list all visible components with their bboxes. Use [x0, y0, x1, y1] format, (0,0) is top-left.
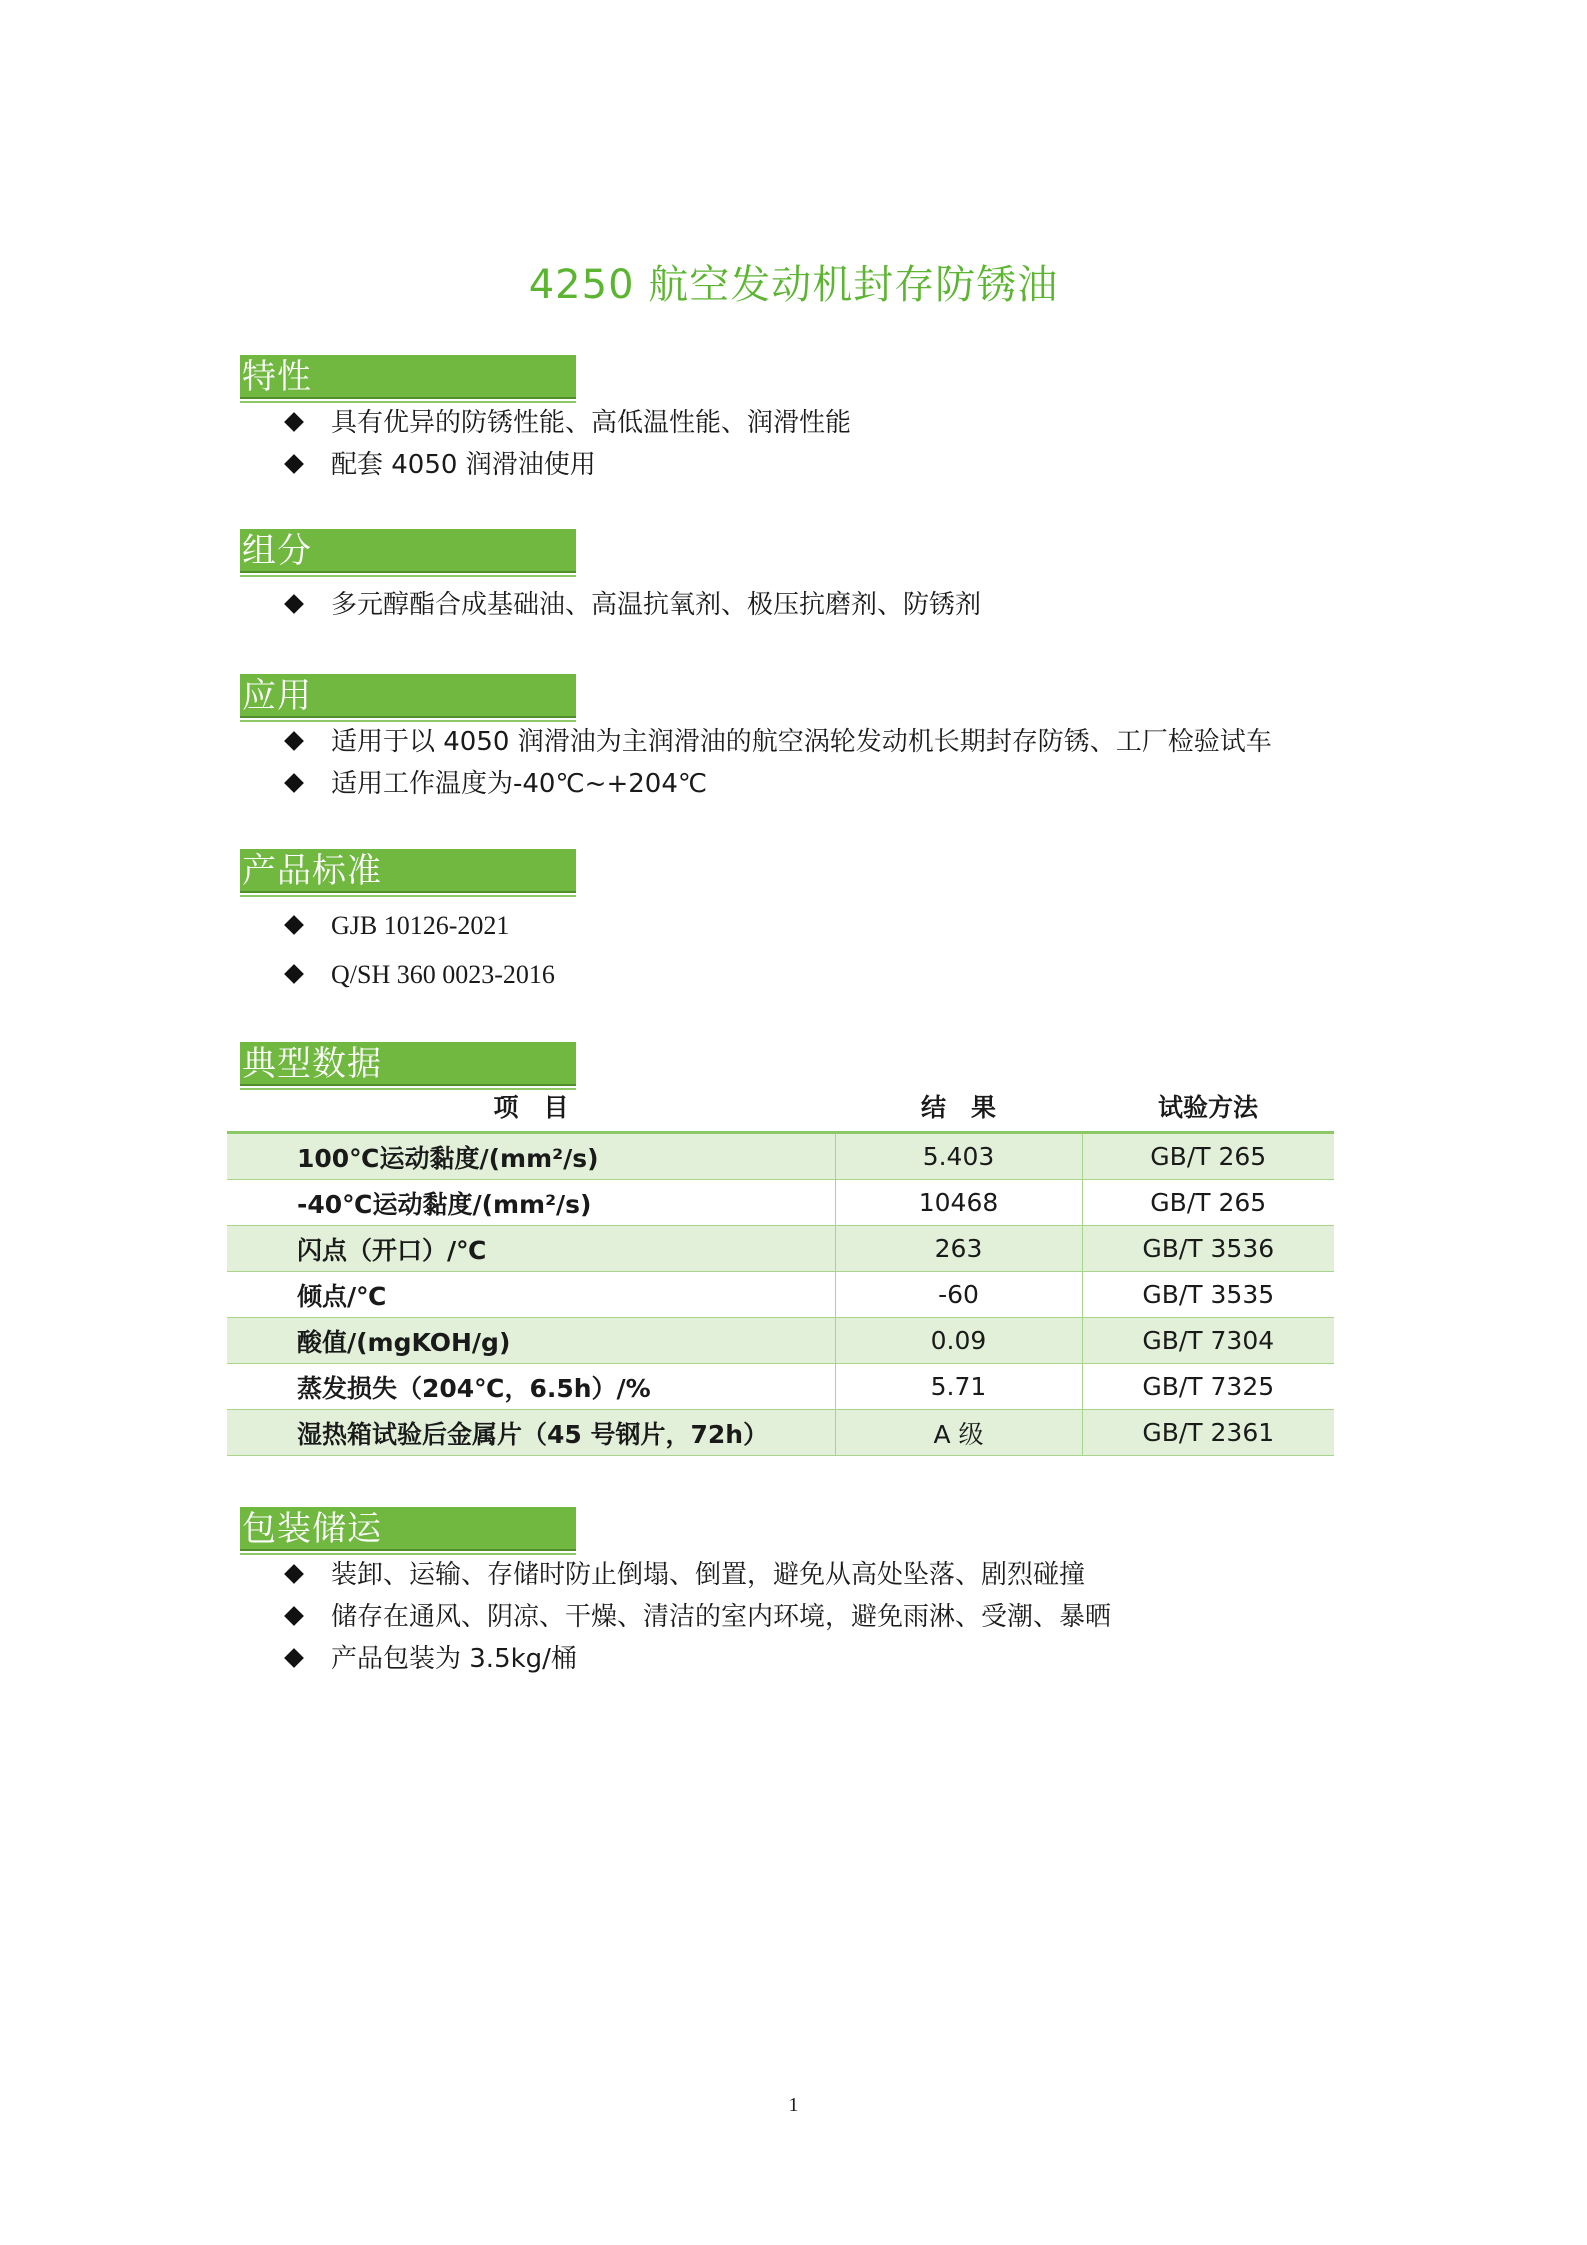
page-number: 1 [788, 2094, 799, 2116]
row-item: 100℃运动黏度/(mm²/s) [227, 1133, 835, 1180]
column-header-method: 试验方法 [1082, 1081, 1334, 1133]
diamond-bullet-icon [284, 454, 304, 474]
characteristics-list [285, 402, 851, 486]
row-method: GB/T 265 [1082, 1133, 1334, 1180]
diamond-bullet-icon [284, 1648, 304, 1668]
column-header-item: 项 目 [227, 1081, 835, 1133]
row-result: 0.09 [835, 1318, 1082, 1364]
section-heading-characteristics: 特性 [240, 355, 576, 399]
document-title: 4250 航空发动机封存防锈油 [528, 262, 1059, 308]
diamond-bullet-icon [284, 731, 304, 751]
row-result: 10468 [835, 1180, 1082, 1226]
section-heading-packaging: 包装储运 [240, 1507, 576, 1551]
table-header-row [227, 1081, 1334, 1133]
table-row [227, 1180, 1334, 1226]
table-row [227, 1410, 1334, 1456]
packaging-list [285, 1554, 1111, 1680]
row-method: GB/T 7325 [1082, 1364, 1334, 1410]
typical-data-table [227, 1081, 1334, 1456]
row-method: GB/T 3535 [1082, 1272, 1334, 1318]
list-item: 储存在通风、阴凉、干燥、清洁的室内环境，避免雨淋、受潮、暴晒 [285, 1596, 1111, 1638]
list-item: GJB 10126-2021 [285, 901, 555, 950]
diamond-bullet-icon [284, 594, 304, 614]
row-method: GB/T 7304 [1082, 1318, 1334, 1364]
row-result: A 级 [835, 1410, 1082, 1456]
row-item: 湿热箱试验后金属片（45 号钢片，72h） [227, 1410, 835, 1456]
row-result: 5.403 [835, 1133, 1082, 1180]
row-item: 酸值/(mgKOH/g) [227, 1318, 835, 1364]
row-item: -40℃运动黏度/(mm²/s) [227, 1180, 835, 1226]
diamond-bullet-icon [284, 1564, 304, 1584]
list-item: 产品包装为 3.5kg/桶 [285, 1638, 1111, 1680]
row-item: 倾点/℃ [227, 1272, 835, 1318]
row-result: 263 [835, 1226, 1082, 1272]
row-method: GB/T 265 [1082, 1180, 1334, 1226]
list-item: 装卸、运输、存储时防止倒塌、倒置，避免从高处坠落、剧烈碰撞 [285, 1554, 1111, 1596]
table-row [227, 1272, 1334, 1318]
row-result: -60 [835, 1272, 1082, 1318]
list-item: 多元醇酯合成基础油、高温抗氧剂、极压抗磨剂、防锈剂 [285, 584, 981, 626]
table-row [227, 1318, 1334, 1364]
row-method: GB/T 3536 [1082, 1226, 1334, 1272]
row-item: 蒸发损失（204℃，6.5h）/% [227, 1364, 835, 1410]
table-row [227, 1133, 1334, 1180]
diamond-bullet-icon [284, 1606, 304, 1626]
application-list [285, 721, 1272, 805]
row-item: 闪点（开口）/℃ [227, 1226, 835, 1272]
diamond-bullet-icon [284, 964, 304, 984]
composition-list [285, 584, 981, 626]
section-heading-standards: 产品标准 [240, 849, 576, 893]
list-item: 具有优异的防锈性能、高低温性能、润滑性能 [285, 402, 851, 444]
diamond-bullet-icon [284, 915, 304, 935]
section-heading-composition: 组分 [240, 529, 576, 573]
row-method: GB/T 2361 [1082, 1410, 1334, 1456]
list-item: 适用于以 4050 润滑油为主润滑油的航空涡轮发动机长期封存防锈、工厂检验试车 [285, 721, 1272, 763]
list-item: 适用工作温度为-40℃~+204℃ [285, 763, 1272, 805]
standards-list [285, 901, 555, 999]
diamond-bullet-icon [284, 412, 304, 432]
section-heading-typical-data: 典型数据 [240, 1042, 576, 1086]
list-item: Q/SH 360 0023-2016 [285, 950, 555, 999]
section-heading-application: 应用 [240, 674, 576, 718]
column-header-result: 结 果 [835, 1081, 1082, 1133]
list-item: 配套 4050 润滑油使用 [285, 444, 851, 486]
row-result: 5.71 [835, 1364, 1082, 1410]
diamond-bullet-icon [284, 773, 304, 793]
table-row [227, 1226, 1334, 1272]
table-row [227, 1364, 1334, 1410]
